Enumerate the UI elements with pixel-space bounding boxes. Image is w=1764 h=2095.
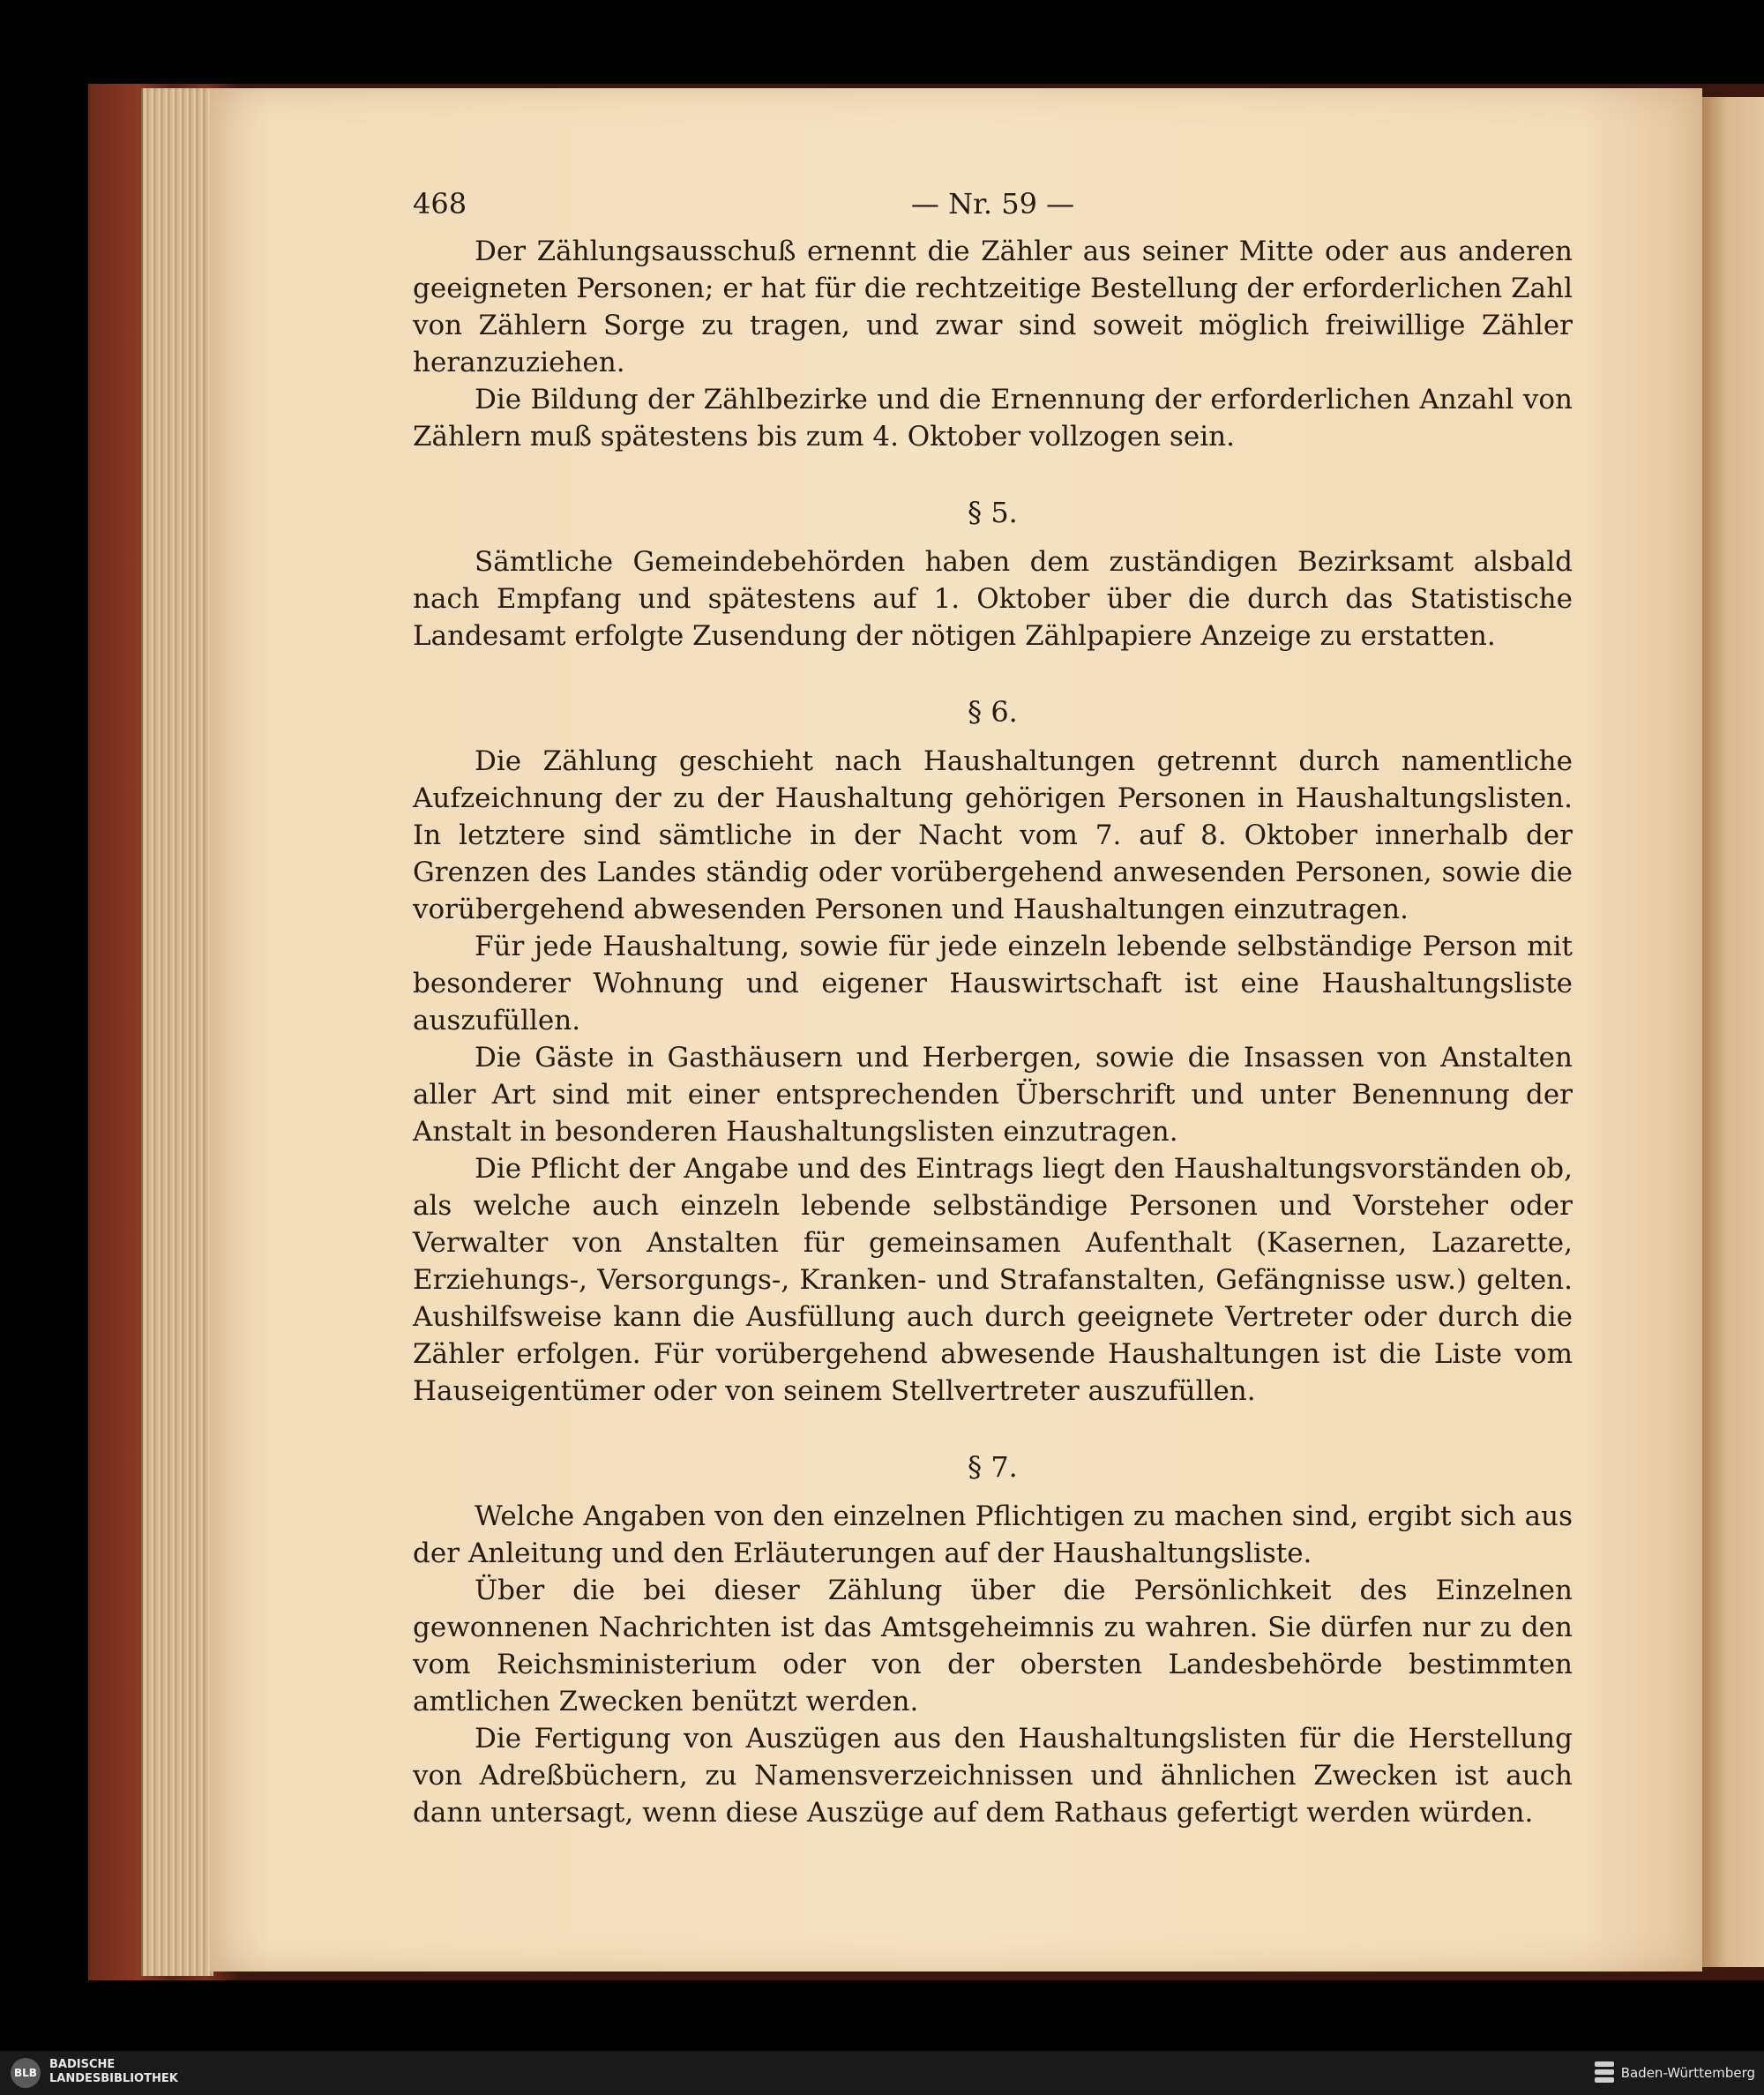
- page-number: 468: [413, 187, 467, 221]
- state-name: Baden-Württemberg: [1620, 2065, 1755, 2081]
- footer-bar: [0, 2051, 1764, 2095]
- section-heading: § 7.: [968, 1450, 1018, 1484]
- running-header: [413, 185, 1573, 224]
- issue-number: — Nr. 59 —: [910, 187, 1075, 221]
- blb-logo-icon[interactable]: BLB: [11, 2058, 41, 2088]
- paragraph: Die Bildung der Zählbezirke und die Ernennung der erforderlichen Anzahl von Zählern muß spätestens bis zum 4. Oktober vollzogen sein.: [413, 384, 1573, 453]
- paragraph: Sämtliche Gemeindebehörden haben dem zuständigen Bezirksamt alsbald nach Empfang und spätestens auf 1. Oktober über die durch das Statistische Landesamt erfolgte Zusendung der nötigen Zählpapiere Anzeige zu erstatten.: [413, 546, 1573, 652]
- paragraph: Die Zählung geschieht nach Haushaltungen getrennt durch namentliche Aufzeichnung der zu der Haushaltung gehörigen Personen in Haushaltungslisten. In letztere sind sämtliche in der Nacht vom 7. auf 8. Oktober innerhalb der Grenzen des Landes ständig oder vorübergehend anwesenden Personen, sowie die vorübergehend abwesenden Personen und Haushaltungen einzutragen.: [413, 745, 1573, 925]
- paragraph: Die Gäste in Gasthäusern und Herbergen, sowie die Insassen von Anstalten aller Art sind mit einer entsprechenden Überschrift und unter Benennung der Anstalt in besonderen Haushaltungslisten einzutragen.: [413, 1042, 1573, 1148]
- library-name-line2: LANDESBIBLIOTHEK: [49, 2072, 178, 2085]
- facing-page-edge: [1702, 97, 1764, 1967]
- paragraph: Über die bei dieser Zählung über die Persönlichkeit des Einzelnen gewonnenen Nachrichten ist das Amtsgeheimnis zu wahren. Sie dürfen nur zu den vom Reichsministerium oder von der obersten Landesbehörde bestimmten amtlichen Zwecken benützt werden.: [413, 1575, 1573, 1717]
- library-name-line1: BADISCHE: [49, 2058, 116, 2071]
- paragraph: Welche Angaben von den einzelnen Pflichtigen zu machen sind, ergibt sich aus der Anleitung und den Erläuterungen auf der Haushaltungsliste.: [413, 1500, 1573, 1569]
- library-name[interactable]: [49, 2058, 178, 2086]
- page-edges: [141, 88, 213, 1976]
- paragraph: Der Zählungsausschuß ernennt die Zähler aus seiner Mitte oder aus anderen geeigneten Personen; er hat für die rechtzeitige Bestellung der erforderlichen Zahl von Zählern Sorge zu tragen, und zwar sind soweit möglich freiwillige Zähler heranzuziehen.: [413, 236, 1573, 378]
- paragraph: Für jede Haushaltung, sowie für jede einzeln lebende selbständige Person mit besonderer Wohnung und eigener Hauswirtschaft ist eine Haushaltungsliste auszufüllen.: [413, 931, 1573, 1036]
- state-logo[interactable]: [1595, 2061, 1755, 2084]
- page-text: [413, 185, 1573, 1831]
- section-heading: § 6.: [968, 695, 1018, 729]
- section-heading: § 5.: [968, 496, 1018, 529]
- paragraph: Die Fertigung von Auszügen aus den Haushaltungslisten für die Herstellung von Adreßbüchern, zu Namensverzeichnissen und ähnlichen Zwecken ist auch dann untersagt, wenn diese Auszüge auf dem Rathaus gefertigt werden würden.: [413, 1723, 1573, 1829]
- coat-of-arms-icon: [1595, 2061, 1614, 2084]
- paragraph: Die Pflicht der Angabe und des Eintrags liegt den Haushaltungsvorständen ob, als welche auch einzeln lebende selbständige Personen und Vorsteher oder Verwalter von Anstalten für gemeinsamen Aufenthalt (Kasernen, Lazarette, Erziehungs-, Versorgungs-, Kranken- und Strafanstalten, Gefängnisse usw.) gelten. Aushilfsweise kann die Ausfüllung auch durch geeignete Vertreter oder durch die Zähler erfolgen. Für vorübergehend abwesende Haushaltungen ist die Liste vom Hauseigentümer oder von seinem Stellvertreter auszufüllen.: [413, 1153, 1573, 1407]
